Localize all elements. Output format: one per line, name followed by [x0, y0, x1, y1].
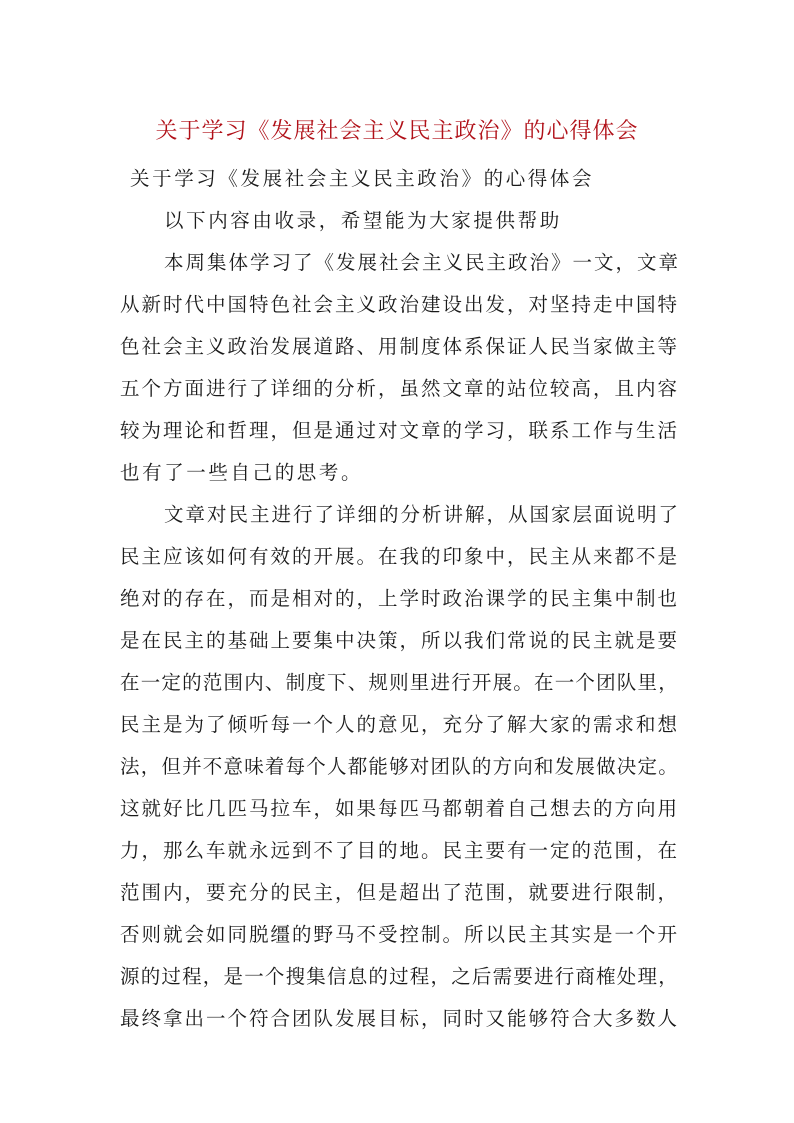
paragraph-2-line-12: 源的过程，是一个搜集信息的过程，之后需要进行商榷处理，: [120, 965, 679, 988]
paragraph-2-line-11: 否则就会如同脱缰的野马不受控制。所以民主其实是一个开: [120, 923, 680, 946]
paragraph-1-line-6: 也有了一些自己的思考。: [120, 461, 364, 484]
paragraph-2-line-9: 力，那么车就永远到不了目的地。民主要有一定的范围，在: [120, 839, 680, 862]
paragraph-2-line-5: 在一定的范围内、制度下、规则里进行开展。在一个团队里，: [120, 671, 679, 694]
subtitle-line: 关于学习《发展社会主义民主政治》的心得体会: [130, 167, 595, 190]
paragraph-1-line-1: 本周集体学习了《发展社会主义民主政治》一文，文章: [164, 251, 681, 274]
intro-line: 以下内容由收录，希望能为大家提供帮助: [164, 209, 562, 232]
paragraph-1-line-2: 从新时代中国特色社会主义政治建设出发，对坚持走中国特: [120, 293, 680, 316]
paragraph-2-line-13: 最终拿出一个符合团队发展目标，同时又能够符合大多数人: [120, 1007, 680, 1030]
paragraph-1-line-5: 较为理论和哲理，但是通过对文章的学习，联系工作与生活: [120, 419, 680, 442]
paragraph-2-line-8: 这就好比几匹马拉车，如果每匹马都朝着自己想去的方向用: [120, 797, 680, 820]
paragraph-2-line-10: 范围内，要充分的民主，但是超出了范围，就要进行限制，: [120, 881, 680, 904]
paragraph-2-line-2: 民主应该如何有效的开展。在我的印象中，民主从来都不是: [120, 545, 680, 568]
paragraph-2-line-6: 民主是为了倾听每一个人的意见，充分了解大家的需求和想: [120, 713, 680, 736]
paragraph-2-line-4: 是在民主的基础上要集中决策，所以我们常说的民主就是要: [120, 629, 680, 652]
paragraph-1-line-3: 色社会主义政治发展道路、用制度体系保证人民当家做主等: [120, 335, 680, 358]
paragraph-2-line-7: 法，但并不意味着每个人都能够对团队的方向和发展做决定。: [120, 755, 679, 778]
paragraph-2-line-3: 绝对的存在，而是相对的，上学时政治课学的民主集中制也: [120, 587, 680, 610]
paragraph-2-line-1: 文章对民主进行了详细的分析讲解，从国家层面说明了: [164, 503, 681, 526]
document-title: 关于学习《发展社会主义民主政治》的心得体会: [155, 118, 639, 144]
document-body: [120, 158, 680, 1040]
paragraph-1-line-4: 五个方面进行了详细的分析，虽然文章的站位较高，且内容: [120, 377, 680, 400]
